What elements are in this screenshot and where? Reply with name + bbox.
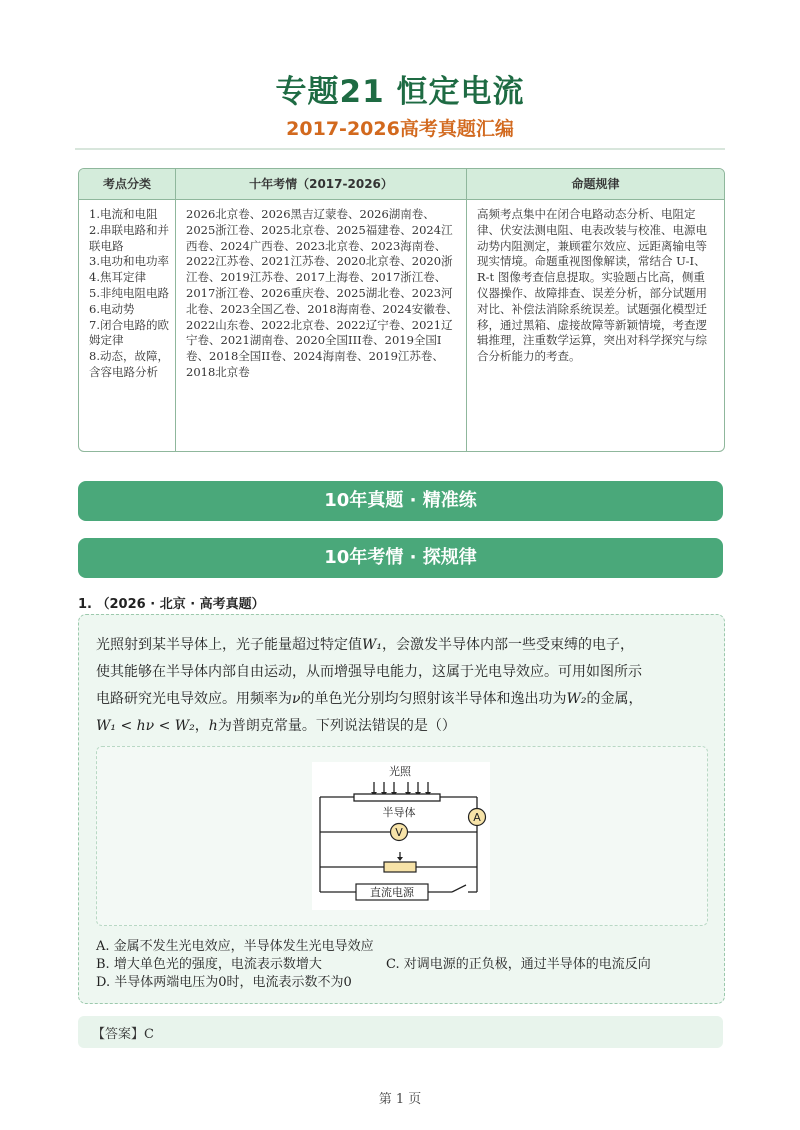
voltmeter-label: V [395, 826, 403, 839]
page-subtitle: 2017-2026高考真题汇编 [286, 118, 514, 140]
math-w2: W₂ [566, 691, 587, 707]
stem-line-4: W₁ < hν < W₂，h为普朗克常量。下列说法错误的是（） [96, 718, 456, 734]
question-number: 1. [78, 597, 92, 612]
stem-line-1: 光照射到某半导体上，光子能量超过特定值W₁，会激发半导体内部一些受束缚的电子， [96, 637, 635, 653]
header-exam-pattern: 命题规律 [571, 177, 620, 191]
math-nu: ν [292, 691, 301, 707]
exam-summary-table [78, 168, 725, 452]
option-b[interactable]: B. 增大单色光的强度，电流表示数增大 [96, 957, 322, 972]
ammeter-label: A [473, 811, 481, 824]
option-a[interactable]: A. 金属不发生光电效应，半导体发生光电导效应 [96, 939, 374, 954]
title-divider [75, 148, 725, 150]
exam-list-cell: 2026北京卷、2026黑吉辽蒙卷、2026湖南卷、2025浙江卷、2025北京卷、2025福建卷、2024江西卷、2024广西卷、2023北京卷、2023海南卷、2022江苏卷、2021江苏卷、2020北京卷、2020浙江卷、2019江苏卷、2017上海卷、2017浙江卷、2017浙江卷、2026重庆卷、2025湖北卷、2023河北卷、2023全国乙卷、2018海南卷、2024安徽卷、2022山东卷、2022北京卷、2022辽宁卷、2021辽宁卷、2021湖南卷、2020全国III卷、2019全国I卷、2018全国II卷、2024海南卷、2019江苏卷、2018北京卷 [186, 207, 458, 379]
circuit-diagram [312, 762, 490, 910]
question-stem [96, 632, 706, 740]
stem-line-3: 电路研究光电导效应。用频率为ν的单色光分别均匀照射该半导体和逸出功为W₂的金属， [96, 691, 643, 707]
option-c[interactable]: C. 对调电源的正负极，通过半导体的电流反向 [386, 957, 651, 972]
header-topic-category: 考点分类 [102, 177, 151, 191]
math-h: h [208, 718, 218, 734]
header-ten-year-exams: 十年考情（2017-2026） [249, 177, 393, 191]
answer-text: 【答案】C [92, 1027, 154, 1042]
light-label: 光照 [389, 765, 411, 778]
math-inequality: W₁ < hν < W₂ [96, 718, 195, 734]
table-divider [466, 169, 467, 451]
math-w1: W₁ [362, 637, 383, 653]
question-header [78, 593, 265, 612]
explore-banner: 10年考情 · 探规律 [78, 538, 723, 578]
page-number: 第 1 页 [378, 1092, 422, 1107]
stem-line-2: 使其能够在半导体内部自由运动，从而增强导电能力，这属于光电导效应。可用如图所示 [96, 664, 642, 680]
pattern-description-cell: 高频考点集中在闭合电路动态分析、电阻定律、伏安法测电阻、电表改装与校准、电源电动势内阻测定，兼顾霍尔效应、远距离输电等现实情境。命题重视图像解读，常结合 U-I、R-t 图像考查信息提取。实验题占比高，侧重仪器操作、故障排查、误差分析，部分试题用对比、补偿法消除系统误差。试题强化模型迁移，通过黑箱、虚接故障等新颖情境，考查逻辑推理，注重数学运算，突出对科学探究与综合分析能力的考查。 [477, 207, 707, 364]
question-source: （2026 · 北京 · 高考真题） [96, 597, 265, 612]
page-title: 专题21 恒定电流 [275, 74, 525, 110]
option-d[interactable]: D. 半导体两端电压为0时，电流表示数不为0 [96, 975, 352, 990]
topic-list-cell: 1.电流和电阻 2.串联电路和并联电路 3.电功和电功率 4.焦耳定律 5.非纯电阻电路 6.电动势 7.闭合电路的欧姆定律 8.动态，故障，含容电路分析 [89, 207, 169, 379]
semiconductor-label: 半导体 [382, 806, 416, 819]
practice-banner: 10年真题 · 精准练 [78, 481, 723, 521]
table-divider [175, 169, 176, 451]
power-source-label: 直流电源 [370, 886, 414, 899]
answer-box [78, 1016, 723, 1048]
